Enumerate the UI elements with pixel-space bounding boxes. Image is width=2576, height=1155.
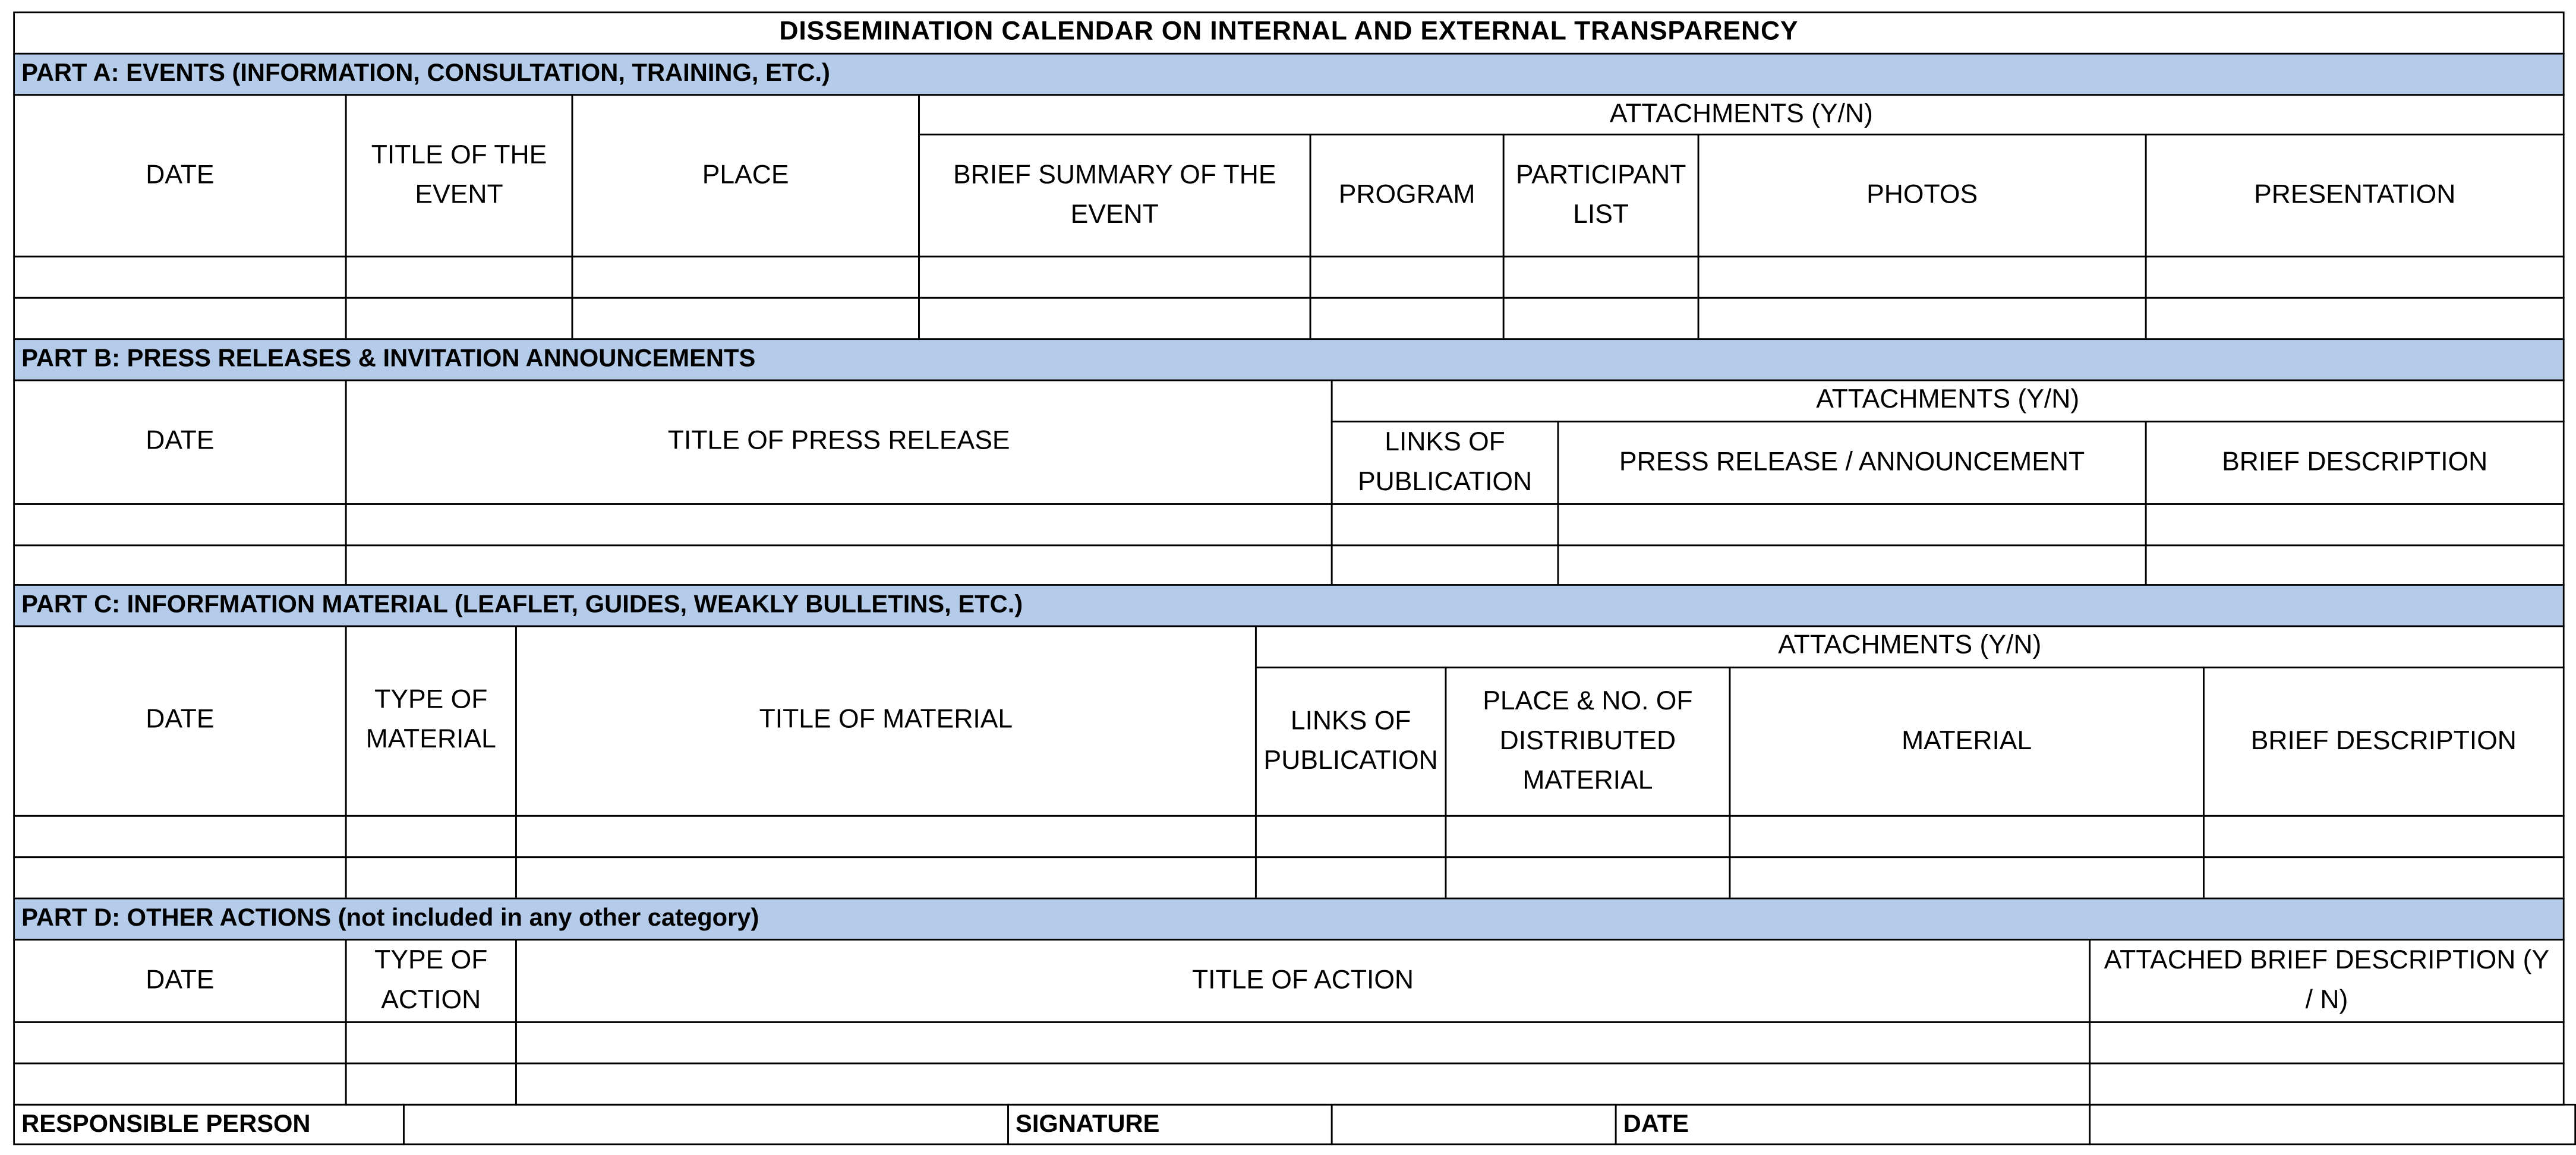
part-b-cell[interactable] (13, 503, 346, 546)
part-c-cell[interactable] (345, 815, 517, 858)
part-a-col-photos: PHOTOS (1698, 134, 2147, 257)
part-c-col-type: TYPE OF MATERIAL (345, 626, 517, 817)
part-a-col-summary: BRIEF SUMMARY OF THE EVENT (918, 134, 1311, 257)
responsible-person-label: RESPONSIBLE PERSON (13, 1104, 405, 1145)
part-c-col-description: BRIEF DESCRIPTION (2203, 667, 2565, 817)
part-c-cell[interactable] (1729, 815, 2205, 858)
part-c-cell[interactable] (13, 815, 346, 858)
part-b-col-description: BRIEF DESCRIPTION (2145, 421, 2565, 505)
part-c-cell[interactable] (1445, 815, 1731, 858)
part-d-cell[interactable] (345, 1021, 517, 1064)
part-d-cell[interactable] (345, 1062, 517, 1105)
part-a-col-program: PROGRAM (1310, 134, 1505, 257)
part-d-cell[interactable] (515, 1021, 2091, 1064)
part-c-cell[interactable] (515, 856, 1257, 899)
part-b-col-title: TITLE OF PRESS RELEASE (345, 380, 1333, 505)
part-b-col-press-release: PRESS RELEASE / ANNOUNCEMENT (1557, 421, 2147, 505)
part-a-cell[interactable] (918, 255, 1311, 298)
part-b-cell[interactable] (1557, 544, 2147, 585)
part-b-header: PART B: PRESS RELEASES & INVITATION ANNOUNCEMENTS (13, 338, 2564, 381)
part-c-cell[interactable] (1255, 815, 1446, 858)
part-d-cell[interactable] (2089, 1062, 2564, 1105)
part-a-cell[interactable] (1503, 297, 1700, 340)
part-c-cell[interactable] (1445, 856, 1731, 899)
part-c-cell[interactable] (2203, 815, 2565, 858)
signature-field[interactable] (1331, 1104, 1617, 1145)
part-a-cell[interactable] (1698, 255, 2147, 298)
part-b-col-date: DATE (13, 380, 346, 505)
signature-label: SIGNATURE (1007, 1104, 1332, 1145)
part-c-cell[interactable] (13, 856, 346, 899)
form-title: DISSEMINATION CALENDAR ON INTERNAL AND EXTERNAL TRANSPARENCY (13, 11, 2564, 54)
part-b-cell[interactable] (1557, 503, 2147, 546)
part-a-cell[interactable] (1503, 255, 1700, 298)
part-b-cell[interactable] (345, 503, 1333, 546)
part-a-attachments-header: ATTACHMENTS (Y/N) (918, 94, 2565, 135)
part-a-cell[interactable] (1698, 297, 2147, 340)
part-a-cell[interactable] (2145, 255, 2565, 298)
part-a-col-presentation: PRESENTATION (2145, 134, 2565, 257)
part-d-col-title: TITLE OF ACTION (515, 939, 2091, 1023)
part-a-cell[interactable] (918, 297, 1311, 340)
part-b-cell[interactable] (1331, 503, 1559, 546)
part-c-cell[interactable] (515, 815, 1257, 858)
part-d-cell[interactable] (13, 1021, 346, 1064)
part-d-cell[interactable] (2089, 1021, 2564, 1064)
part-a-col-date: DATE (13, 94, 346, 257)
part-b-cell[interactable] (2145, 503, 2565, 546)
part-b-cell[interactable] (2145, 544, 2565, 585)
part-b-cell[interactable] (345, 544, 1333, 585)
part-c-cell[interactable] (1255, 856, 1446, 899)
part-c-col-links: LINKS OF PUBLICATION (1255, 667, 1446, 817)
part-d-col-date: DATE (13, 939, 346, 1023)
part-a-cell[interactable] (13, 297, 346, 340)
responsible-person-field[interactable] (403, 1104, 1009, 1145)
part-c-cell[interactable] (1729, 856, 2205, 899)
part-d-cell[interactable] (515, 1062, 2091, 1105)
footer-date-label: DATE (1615, 1104, 2091, 1145)
part-a-cell[interactable] (571, 255, 919, 298)
part-a-header: PART A: EVENTS (INFORMATION, CONSULTATION, TRAINING, ETC.) (13, 53, 2564, 96)
part-d-header: PART D: OTHER ACTIONS (not included in any other category) (13, 898, 2564, 941)
part-d-cell[interactable] (13, 1062, 346, 1105)
part-a-col-place: PLACE (571, 94, 919, 257)
part-b-cell[interactable] (1331, 544, 1559, 585)
part-c-cell[interactable] (345, 856, 517, 899)
part-a-cell[interactable] (571, 297, 919, 340)
part-c-attachments-header: ATTACHMENTS (Y/N) (1255, 626, 2565, 668)
footer-date-field[interactable] (2089, 1104, 2576, 1145)
part-c-cell[interactable] (2203, 856, 2565, 899)
part-a-cell[interactable] (345, 297, 573, 340)
part-d-col-attached-description: ATTACHED BRIEF DESCRIPTION (Y / N) (2089, 939, 2564, 1023)
part-b-attachments-header: ATTACHMENTS (Y/N) (1331, 380, 2565, 422)
part-b-col-links: LINKS OF PUBLICATION (1331, 421, 1559, 505)
part-c-col-material: MATERIAL (1729, 667, 2205, 817)
part-c-header: PART C: INFORFMATION MATERIAL (LEAFLET, GUIDES, WEAKLY BULLETINS, ETC.) (13, 584, 2564, 627)
part-c-col-place-no: PLACE & NO. OF DISTRIBUTED MATERIAL (1445, 667, 1731, 817)
part-a-cell[interactable] (13, 255, 346, 298)
part-c-col-date: DATE (13, 626, 346, 817)
part-a-cell[interactable] (1310, 255, 1505, 298)
part-a-cell[interactable] (1310, 297, 1505, 340)
part-a-cell[interactable] (345, 255, 573, 298)
part-a-cell[interactable] (2145, 297, 2565, 340)
part-d-col-type: TYPE OF ACTION (345, 939, 517, 1023)
part-a-col-participant-list: PARTICIPANT LIST (1503, 134, 1700, 257)
part-c-col-title: TITLE OF MATERIAL (515, 626, 1257, 817)
part-a-col-title: TITLE OF THE EVENT (345, 94, 573, 257)
part-b-cell[interactable] (13, 544, 346, 585)
